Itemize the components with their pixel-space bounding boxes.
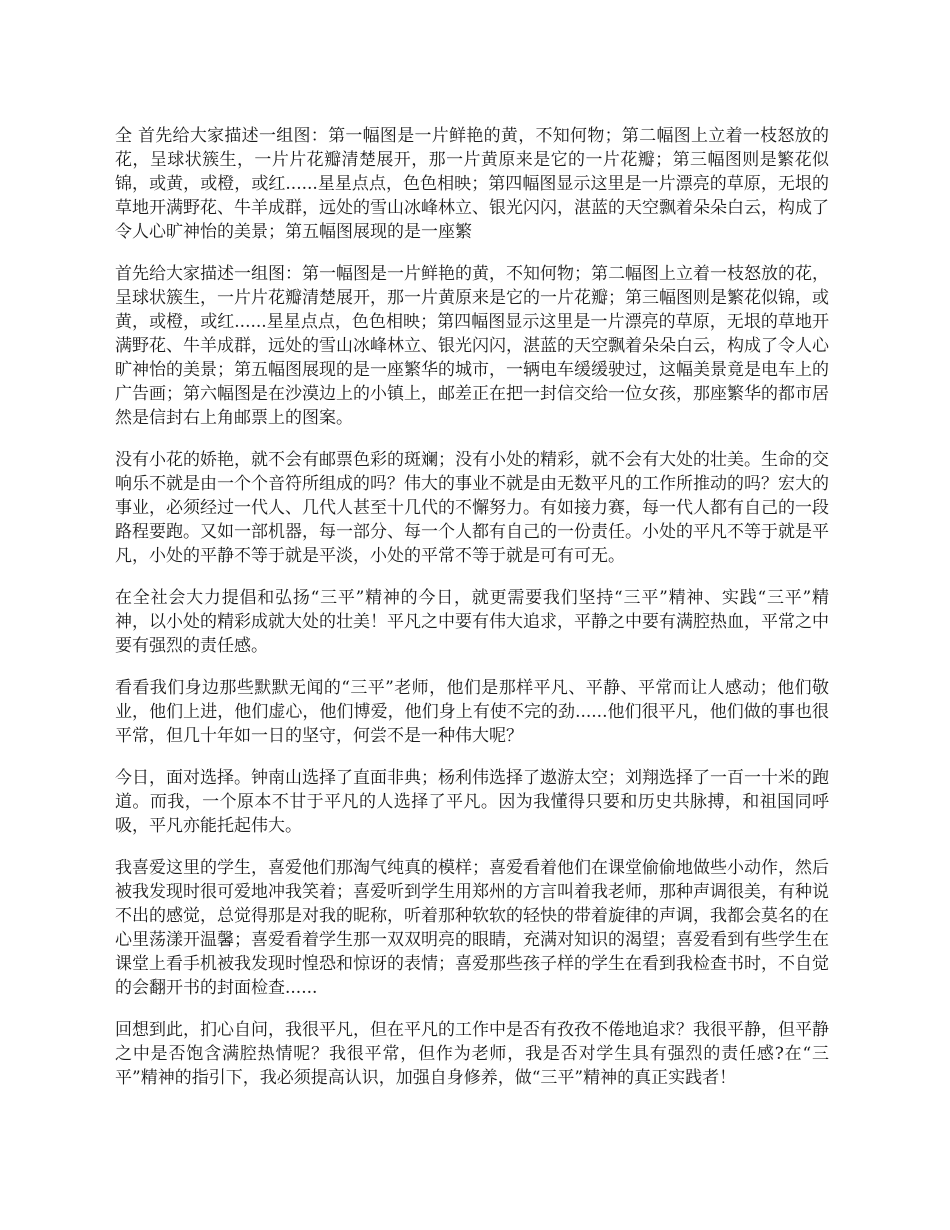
paragraph-8: 回想到此，扪心自问，我很平凡，但在平凡的工作中是否有孜孜不倦地追求？我很平静，但平静之中是否饱含满腔热情呢？我很平常，但作为老师，我是否对学生具有强烈的责任感?在“三平”精神的指引下，我必须提高认识，加强自身修养，做“三平”精神的真正实践者！ [115,1020,829,1088]
paragraph-5: 看看我们身边那些默默无闻的“三平”老师，他们是那样平凡、平静、平常而让人感动；他们敬业，他们上进，他们虚心，他们博爱，他们身上有使不完的劲......他们很平凡，他们做的事也很平常，但几十年如一日的坚守，何尝不是一种伟大呢？ [115,678,829,746]
paragraph-3: 没有小花的娇艳，就不会有邮票色彩的斑斓；没有小处的精彩，就不会有大处的壮美。生命的交响乐不就是由一个个音符所组成的吗？伟大的事业不就是由无数平凡的工作所推动的吗？宏大的事业，必须经过一代人、几代人甚至十几代的不懈努力。有如接力赛，每一代人都有自己的一段路程要跑。又如一部机器，每一部分、每一个人都有自己的一份责任。小处的平凡不等于就是平凡，小处的平静不等于就是平淡，小处的平常不等于就是可有可无。 [115,450,829,566]
paragraph-1: 全 首先给大家描述一组图：第一幅图是一片鲜艳的黄，不知何物；第二幅图上立着一枝怒放的花，呈球状簇生，一片片花瓣清楚展开，那一片黄原来是它的一片花瓣；第三幅图则是繁花似锦，或黄，或橙，或红......星星点点，色色相映；第四幅图显示这里是一片漂亮的草原，无垠的草地开满野花、牛羊成群，远处的雪山冰峰林立、银光闪闪，湛蓝的天空飘着朵朵白云，构成了令人心旷神怡的美景；第五幅图展现的是一座繁 [115,126,829,242]
paragraph-2: 首先给大家描述一组图：第一幅图是一片鲜艳的黄，不知何物；第二幅图上立着一枝怒放的花，呈球状簇生，一片片花瓣清楚展开，那一片黄原来是它的一片花瓣；第三幅图则是繁花似锦，或黄，或橙，或红......星星点点，色色相映；第四幅图显示这里是一片漂亮的草原，无垠的草地开满野花、牛羊成群，远处的雪山冰峰林立、银光闪闪，湛蓝的天空飘着朵朵白云，构成了令人心旷神怡的美景；第五幅图展现的是一座繁华的城市，一辆电车缓缓驶过，这幅美景竟是电车上的广告画；第六幅图是在沙漠边上的小镇上，邮差正在把一封信交给一位女孩，那座繁华的都市居然是信封右上角邮票上的图案。 [115,264,829,428]
paragraph-7: 我喜爱这里的学生，喜爱他们那淘气纯真的模样；喜爱看着他们在课堂偷偷地做些小动作，然后被我发现时很可爱地冲我笑着；喜爱听到学生用郑州的方言叫着我老师，那种声调很美，有种说不出的感觉，总觉得那是对我的昵称，听着那种软软的轻快的带着旋律的声调，我都会莫名的在心里荡漾开温馨；喜爱看着学生那一双双明亮的眼睛，充满对知识的渴望；喜爱看到有些学生在课堂上看手机被我发现时惶恐和惊讶的表情；喜爱那些孩子样的学生在看到我检查书时，不自觉的会翻开书的封面检查...... [115,858,829,998]
paragraph-6: 今日，面对选择。钟南山选择了直面非典；杨利伟选择了遨游太空；刘翔选择了一百一十米的跑道。而我，一个原本不甘于平凡的人选择了平凡。因为我懂得只要和历史共脉搏，和祖国同呼吸，平凡亦能托起伟大。 [115,768,829,836]
document-page [115,124,829,1108]
paragraph-4: 在全社会大力提倡和弘扬“三平”精神的今日，就更需要我们坚持“三平”精神、实践“三平”精神，以小处的精彩成就大处的壮美！平凡之中要有伟大追求，平静之中要有满腔热血，平常之中要有强烈的责任感。 [115,588,829,656]
